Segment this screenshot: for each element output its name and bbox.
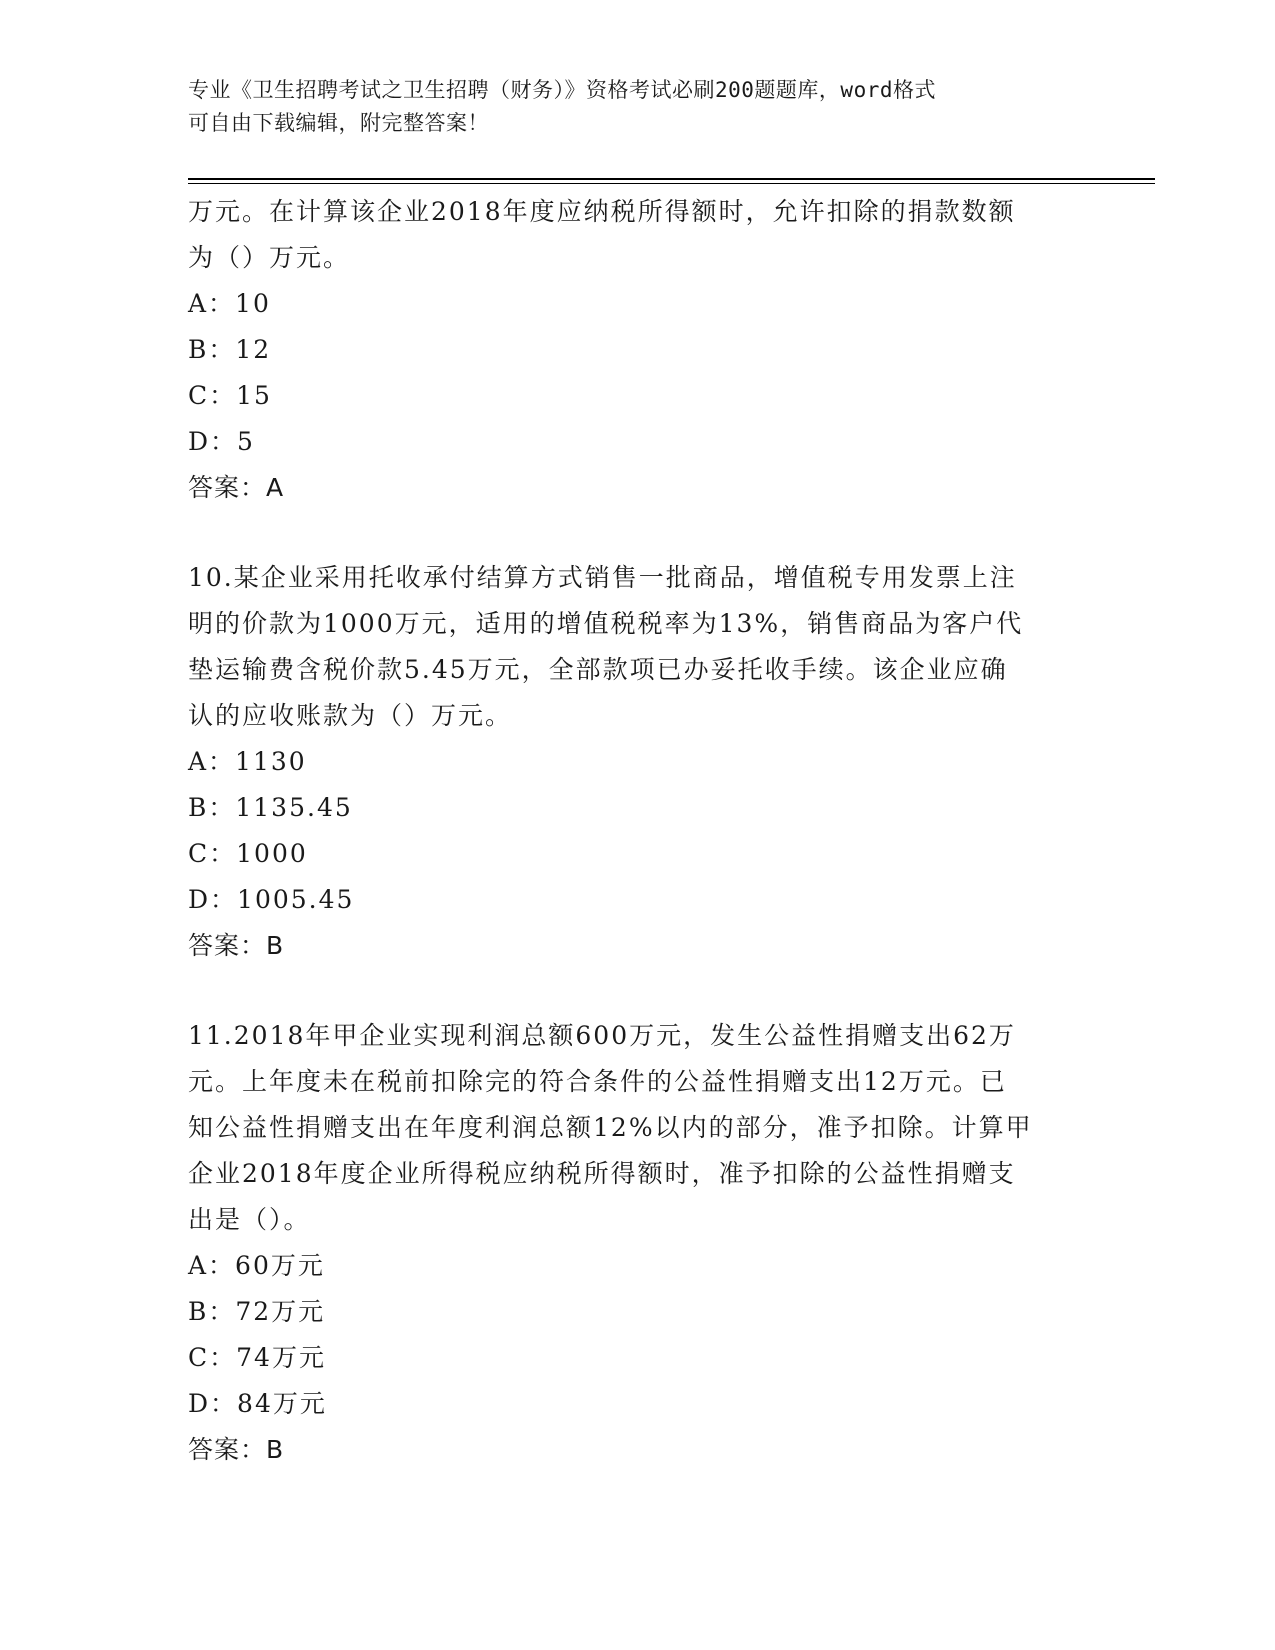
spacer <box>188 511 1083 555</box>
option-c: C：15 <box>188 381 272 410</box>
question-text-line: 11.2018年甲企业实现利润总额600万元，发生公益性捐赠支出62万 <box>188 1021 1016 1050</box>
option-a: A：1130 <box>188 747 307 776</box>
question-10 <box>188 555 1083 969</box>
question-11 <box>188 1013 1083 1473</box>
header-title-line-2: 可自由下载编辑，附完整答案！ <box>188 111 489 135</box>
header-divider-thin <box>188 183 1155 184</box>
answer-line: 答案：B <box>188 931 285 960</box>
question-text-line: 为（）万元。 <box>188 243 351 272</box>
option-d: D：1005.45 <box>188 885 355 914</box>
option-c: C：74万元 <box>188 1343 326 1372</box>
question-text-line: 10.某企业采用托收承付结算方式销售一批商品，增值税专用发票上注 <box>188 563 1017 592</box>
question-text-line: 认的应收账款为（）万元。 <box>188 701 513 730</box>
option-d: D：5 <box>188 427 255 456</box>
question-text-line: 明的价款为1000万元，适用的增值税税率为13%，销售商品为客户代 <box>188 609 1024 638</box>
question-text-line: 出是（）。 <box>188 1205 311 1234</box>
question-9-continued <box>188 189 1083 511</box>
answer-line: 答案：A <box>188 473 285 502</box>
spacer <box>188 969 1083 1013</box>
header-divider-thick <box>188 178 1155 180</box>
option-d: D：84万元 <box>188 1389 327 1418</box>
option-b: B：72万元 <box>188 1297 326 1326</box>
option-b: B：1135.45 <box>188 793 353 822</box>
option-b: B：12 <box>188 335 272 364</box>
document-header <box>188 74 1078 140</box>
answer-line: 答案：B <box>188 1435 285 1464</box>
question-text-line: 知公益性捐赠支出在年度利润总额12%以内的部分，准予扣除。计算甲 <box>188 1113 1033 1142</box>
question-text-line: 垫运输费含税价款5.45万元，全部款项已办妥托收手续。该企业应确 <box>188 655 1008 684</box>
option-c: C：1000 <box>188 839 308 868</box>
question-text-line: 万元。在计算该企业2018年度应纳税所得额时，允许扣除的捐款数额 <box>188 197 1016 226</box>
question-text-line: 企业2018年度企业所得税应纳税所得额时，准予扣除的公益性捐赠支 <box>188 1159 1016 1188</box>
option-a: A：60万元 <box>188 1251 325 1280</box>
question-text-line: 元。上年度未在税前扣除完的符合条件的公益性捐赠支出12万元。已 <box>188 1067 1007 1096</box>
option-a: A：10 <box>188 289 271 318</box>
question-list <box>188 189 1083 1473</box>
header-title-line-1: 专业《卫生招聘考试之卫生招聘（财务）》资格考试必刷200题题库，word格式 <box>188 78 936 102</box>
